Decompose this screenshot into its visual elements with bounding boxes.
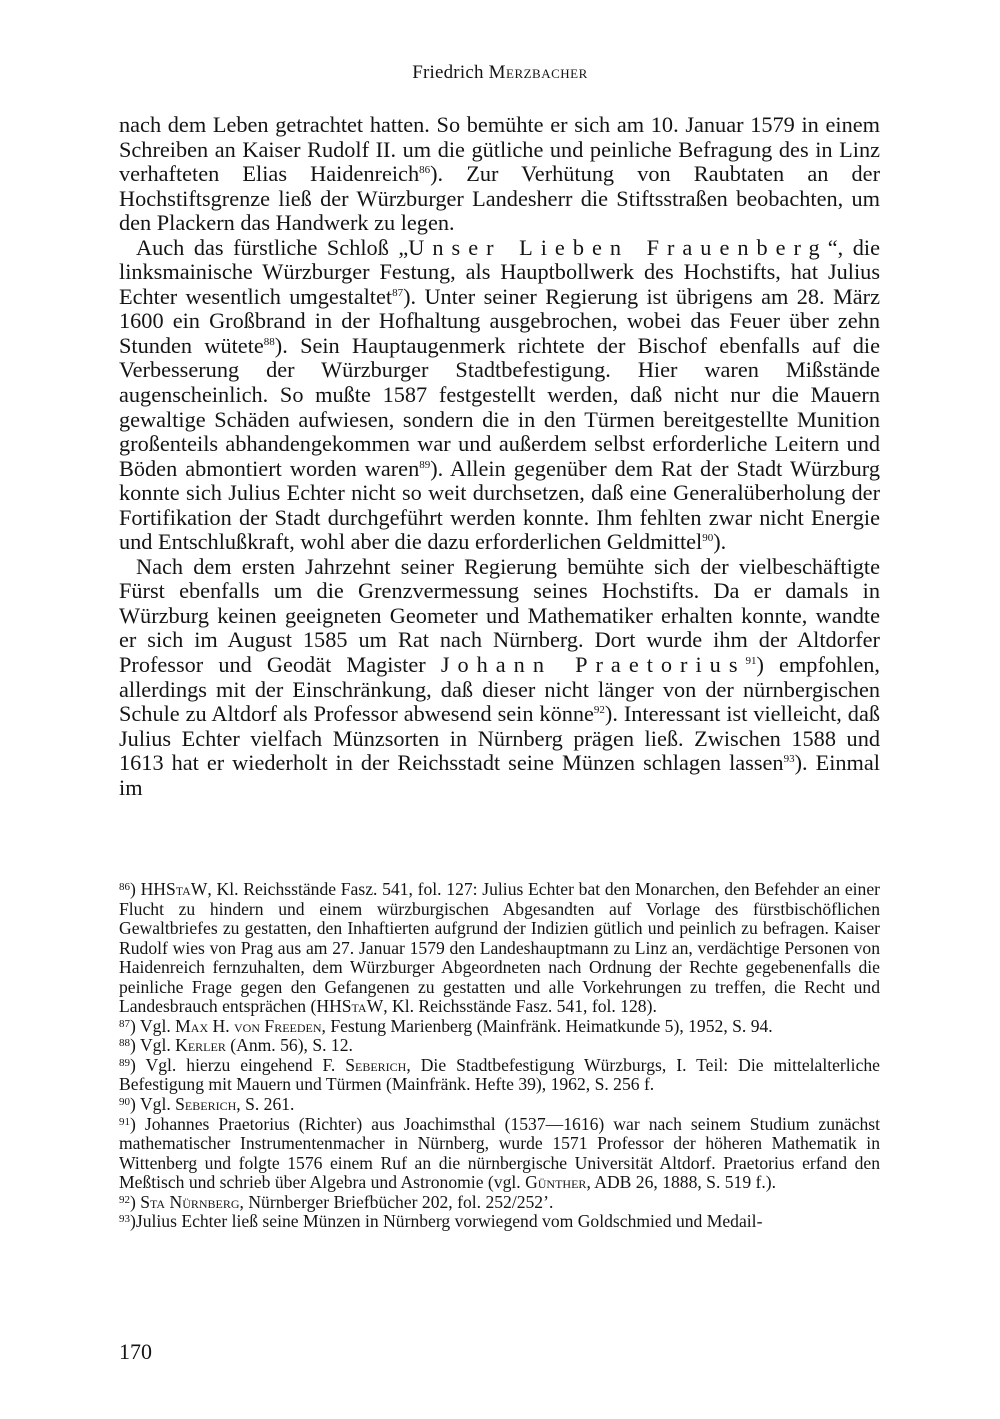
footnote-ref-90: 90 bbox=[702, 532, 714, 545]
footnote-text: ) Vgl. bbox=[130, 1015, 176, 1036]
footnote-88 bbox=[119, 1036, 880, 1056]
footnote-number: 93 bbox=[119, 1213, 130, 1226]
archive-abbreviation: Sta Nürnberg bbox=[140, 1191, 240, 1212]
footnote-ref-86: 86 bbox=[419, 164, 431, 177]
footnote-number: 90 bbox=[119, 1096, 130, 1109]
footnote-number: 92 bbox=[119, 1193, 130, 1206]
footnote-ref-89: 89 bbox=[419, 458, 431, 471]
running-head-first-name: Friedrich bbox=[412, 62, 484, 83]
footnote-ref-88: 88 bbox=[263, 335, 275, 348]
footnote-number: 89 bbox=[119, 1056, 130, 1069]
paragraph-2-text-e: ). Allein gegenüber dem Rat der Stadt Würzburg konnte sich Julius Echter nicht so weit durchsetzen, daß eine Generalüberholung der Fortifikation der Stadt durchgeführt werden konnte. Ihm fehlten zwar nicht Energie und Entschlußkraft, wohl aber die dazu erforderlichen Geldmittel bbox=[119, 455, 880, 555]
paragraph-3-text-d: ). Einmal im bbox=[119, 750, 880, 800]
footnote-text: ) Vgl. hierzu eingehend F. bbox=[130, 1054, 346, 1075]
paragraph-2-text-f: ). bbox=[713, 529, 727, 555]
running-head bbox=[0, 62, 1000, 84]
footnote-text: )Julius Echter ließ seine Münzen in Nürnberg vorwiegend vom Goldschmied und Medail- bbox=[130, 1211, 763, 1232]
footnote-number: 86 bbox=[119, 881, 130, 893]
archive-abbreviation: HHStaW bbox=[140, 879, 208, 899]
footnote-text: ) bbox=[130, 1191, 141, 1212]
author-name: Max H. von Freeden bbox=[175, 1015, 322, 1036]
footnote-93 bbox=[119, 1212, 880, 1232]
paragraph-3 bbox=[119, 555, 880, 800]
footnote-text: , Die Stadtbefestigung Würzburgs, I. Teil: Die mittelalterliche Befestigung mit Mauern und Türmen (Mainfränk. Hefte 39), 1962, S. 256 f. bbox=[119, 1054, 880, 1095]
paragraph-1-text-a: nach dem Leben getrachtet hatten. So bemühte er sich am 10. Januar 1579 in einem Schreiben an Kaiser Rudolf II. um die gütliche und peinliche Befragung des in Linz verhafteten Elias Haidenreich bbox=[119, 112, 880, 187]
footnote-86 bbox=[119, 880, 880, 1017]
paragraph-3-text-a: Nach dem ersten Jahrzehnt seiner Regierung bemühte sich der vielbeschäftigte Fürst ebenfalls um die Grenzvermessung seines Hochstifts. Da er damals in Würzburg keinen geeigneten Geometer und Mathematiker erhalten konnte, wandte er sich im August 1585 um Rat nach Nürnberg. Dort wurde ihm der Altdorfer Professor und Geodät Magister bbox=[119, 553, 880, 678]
page-number: 170 bbox=[119, 1339, 152, 1364]
paragraph-3-text-b: ) empfohlen, allerdings mit der Einschränkung, daß dieser nicht länger von der nürnbergischen Schule zu Altdorf als Professor abwesend sein könne bbox=[119, 652, 880, 727]
castle-name-spaced: Unser Lieben Frauenberg bbox=[408, 234, 828, 260]
footnote-number: 91 bbox=[119, 1115, 130, 1128]
paragraph-2 bbox=[119, 236, 880, 555]
footnote-text: ) Vgl. bbox=[130, 1035, 176, 1056]
paragraph-1-text-b: ). Zur Verhütung von Raubtaten an der Hochstiftsgrenze ließ der Würzburger Landesherr die Stiftsstraßen beobachten, um den Plackern das Handwerk zu legen. bbox=[119, 161, 880, 236]
footnote-ref-93: 93 bbox=[783, 753, 795, 766]
footnote-ref-92: 92 bbox=[593, 704, 605, 717]
paragraph-2-text-d: ). Sein Hauptaugenmerk richtete der Bischof ebenfalls auf die Verbesserung der Würzburger Stadtbefestigung. Hier waren Mißstände augenscheinlich. So mußte 1587 festgestellt werden, daß nicht nur die Mauern gewaltige Schäden aufwiesen, sondern die in den Türmen bereitgestellte Munition großenteils abhandengekommen war und außerdem selbst erforderliche Leitern und Böden abmontiert worden waren bbox=[119, 332, 880, 481]
author-name: Seberich bbox=[175, 1094, 237, 1115]
footnote-text: ) Johannes Praetorius (Richter) aus Joachimsthal (1537—1616) war nach seinem Studium zunächst mathematischer Instrumentenmacher in Nürnberg, wurde 1571 Professor der höheren Mathematik in Wittenberg und folgte 1576 einem Ruf an die nürnbergische Universität Altdorf. Praetorius erfand den Meßtisch und schrieb über Algebra und Astronomie (vgl. bbox=[119, 1113, 880, 1193]
footnote-text: , Kl. Reichsstände Fasz. 541, fol. 127: Julius Echter bat den Monarchen, den Befehder an einer Flucht zu hindern und einem würzburgischen Abgesandten auf Vorlage des fürstbischöflichen Gewaltbriefes zu gestatten, den Inhaftierten aufgrund der Indizien gütlich und peinlich zu befragen. Kaiser Rudolf wies von Prag aus am 27. Januar 1579 den Landeshauptmann zu Linz an, verdächtige Personen von Haidenreich fernzuhalten, dem Würzburger Abgeordneten nach Ordnung der Rechte gegebenenfalls die peinliche Frage gegen den Gefangenen zu gestatten und alle Vorkehrungen zu treffen, die Recht und Landesbrauch entsprächen ( bbox=[119, 879, 880, 1017]
footnote-92 bbox=[119, 1193, 880, 1213]
footnote-text: (Anm. 56), S. 12. bbox=[225, 1035, 353, 1056]
footnote-90 bbox=[119, 1095, 880, 1115]
archive-abbreviation: HHStaW bbox=[316, 996, 384, 1017]
footnote-91 bbox=[119, 1115, 880, 1193]
footnote-number: 88 bbox=[119, 1037, 130, 1050]
footnote-text: , Festung Marienberg (Mainfränk. Heimatkunde 5), 1952, S. 94. bbox=[321, 1015, 773, 1036]
footnote-text: ) Vgl. bbox=[130, 1094, 176, 1115]
footnote-ref-87: 87 bbox=[392, 286, 404, 299]
paragraph-1 bbox=[119, 113, 880, 236]
footnote-text: , Kl. Reichsstände Fasz. 541, fol. 128). bbox=[383, 996, 657, 1017]
footnote-89 bbox=[119, 1056, 880, 1095]
running-head-last-name: Merzbacher bbox=[488, 62, 588, 83]
paragraph-2-text-a: Auch das fürstliche Schloß „ bbox=[136, 234, 409, 260]
footnote-text: , ADB 26, 1888, S. 519 f.). bbox=[586, 1172, 777, 1193]
author-name: Kerler bbox=[175, 1035, 226, 1056]
footnote-text: , Nürnberger Briefbücher 202, fol. 252/252’. bbox=[239, 1191, 554, 1212]
footnote-text: ) bbox=[130, 879, 141, 899]
footnote-ref-91: 91 bbox=[745, 655, 757, 668]
author-name: Seberich bbox=[345, 1054, 407, 1075]
person-name-spaced: Johann Praetorius bbox=[440, 652, 746, 678]
footnote-number: 87 bbox=[119, 1017, 130, 1030]
paragraph-3-text-c: ). Interessant ist vielleicht, daß Julius Echter vielfach Münzsorten in Nürnberg prägen ließ. Zwischen 1588 und 1613 hat er wiederholt in der Reichsstadt seine Münzen schlagen lassen bbox=[119, 701, 880, 776]
main-text bbox=[119, 113, 880, 800]
paragraph-2-text-c: ). Unter seiner Regierung ist übrigens am 28. März 1600 ein Großbrand in der Hofhaltung ausgebrochen, wobei das Feuer über zehn Stunden wütete bbox=[119, 283, 880, 358]
footnotes bbox=[119, 880, 880, 1232]
paragraph-2-text-b: “, die linksmainische Würzburger Festung, als Hauptbollwerk des Hochstifts, hat Julius Echter wesentlich umgestaltet bbox=[119, 234, 880, 309]
footnote-87 bbox=[119, 1017, 880, 1037]
author-name: Günther bbox=[525, 1172, 587, 1193]
footnote-text: , S. 261. bbox=[236, 1094, 295, 1115]
